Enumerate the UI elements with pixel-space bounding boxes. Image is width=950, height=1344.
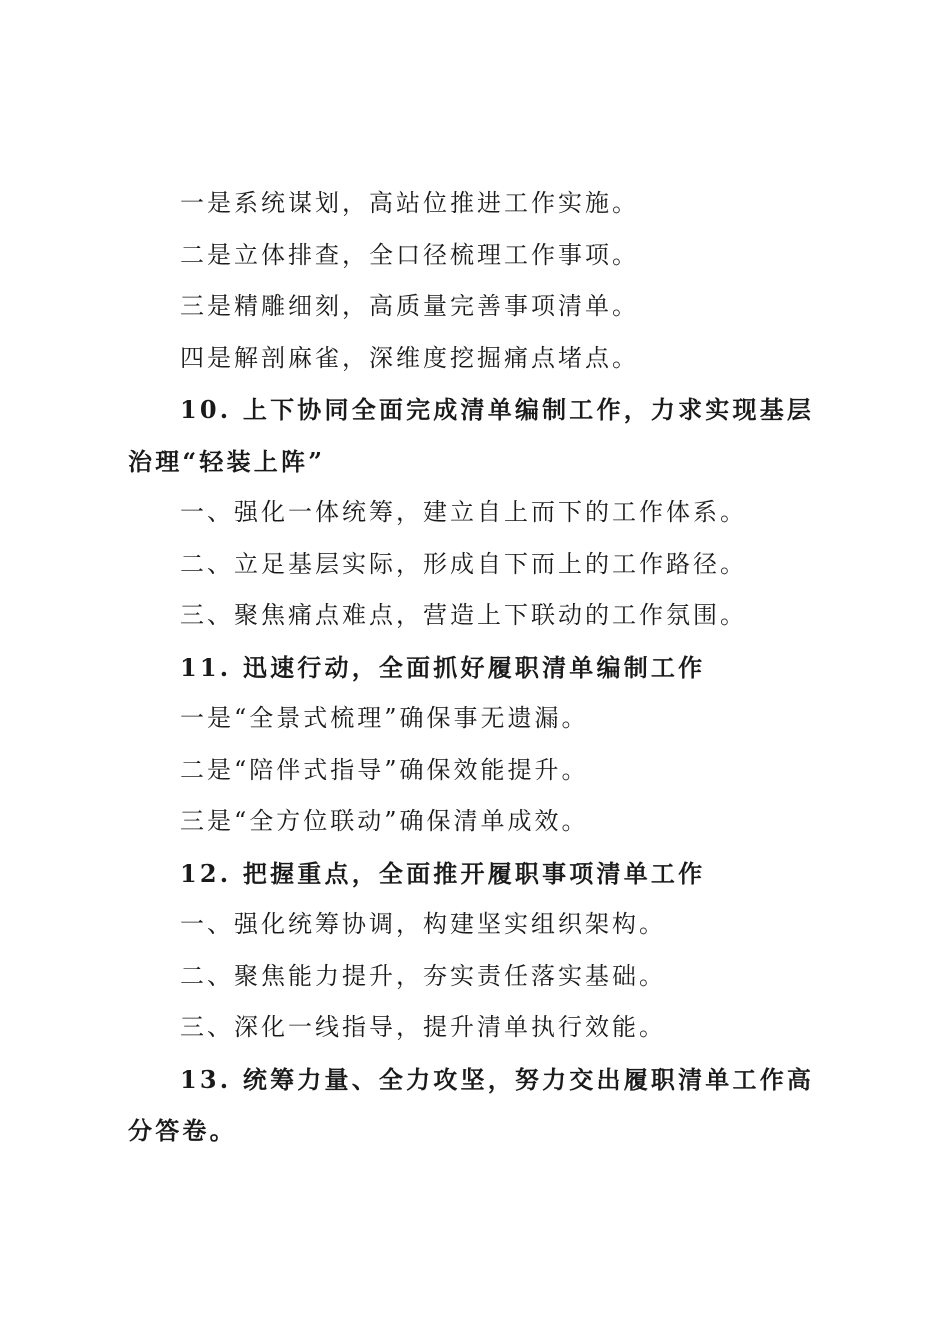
list-item: 二是立体排查，全口径梳理工作事项。 (180, 240, 639, 269)
list-item: 一是“全景式梳理”确保事无遗漏。 (180, 704, 589, 732)
list-item: 四是解剖麻雀，深维度挖掘痛点堵点。 (180, 343, 639, 372)
list-item: 三是“全方位联动”确保清单成效。 (180, 807, 589, 835)
list-item: 二、聚焦能力提升，夯实责任落实基础。 (180, 961, 666, 990)
list-item: 三、深化一线指导，提升清单执行效能。 (180, 1013, 666, 1041)
document-body (128, 178, 833, 1157)
section-heading-12: 12. 把握重点，全面推开履职事项清单工作 (180, 858, 706, 888)
section-heading-13: 13. 统筹力量、全力攻坚，努力交出履职清单工作高分答卷。 (128, 1064, 815, 1145)
list-item: 三是精雕细刻，高质量完善事项清单。 (180, 292, 639, 320)
list-item: 一、强化统筹协调，构建坚实组织架构。 (180, 910, 666, 938)
list-item: 一是系统谋划，高站位推进工作实施。 (180, 189, 639, 217)
section-heading-10: 10. 上下协同全面完成清单编制工作，力求实现基层治理“轻装上阵” (128, 395, 815, 476)
section-heading-11: 11. 迅速行动，全面抓好履职清单编制工作 (180, 652, 706, 682)
list-item: 二是“陪伴式指导”确保效能提升。 (180, 755, 589, 784)
list-item: 三、聚焦痛点难点，营造上下联动的工作氛围。 (180, 601, 747, 629)
list-item: 二、立足基层实际，形成自下而上的工作路径。 (180, 549, 747, 578)
list-item: 一、强化一体统筹，建立自上而下的工作体系。 (180, 498, 747, 526)
